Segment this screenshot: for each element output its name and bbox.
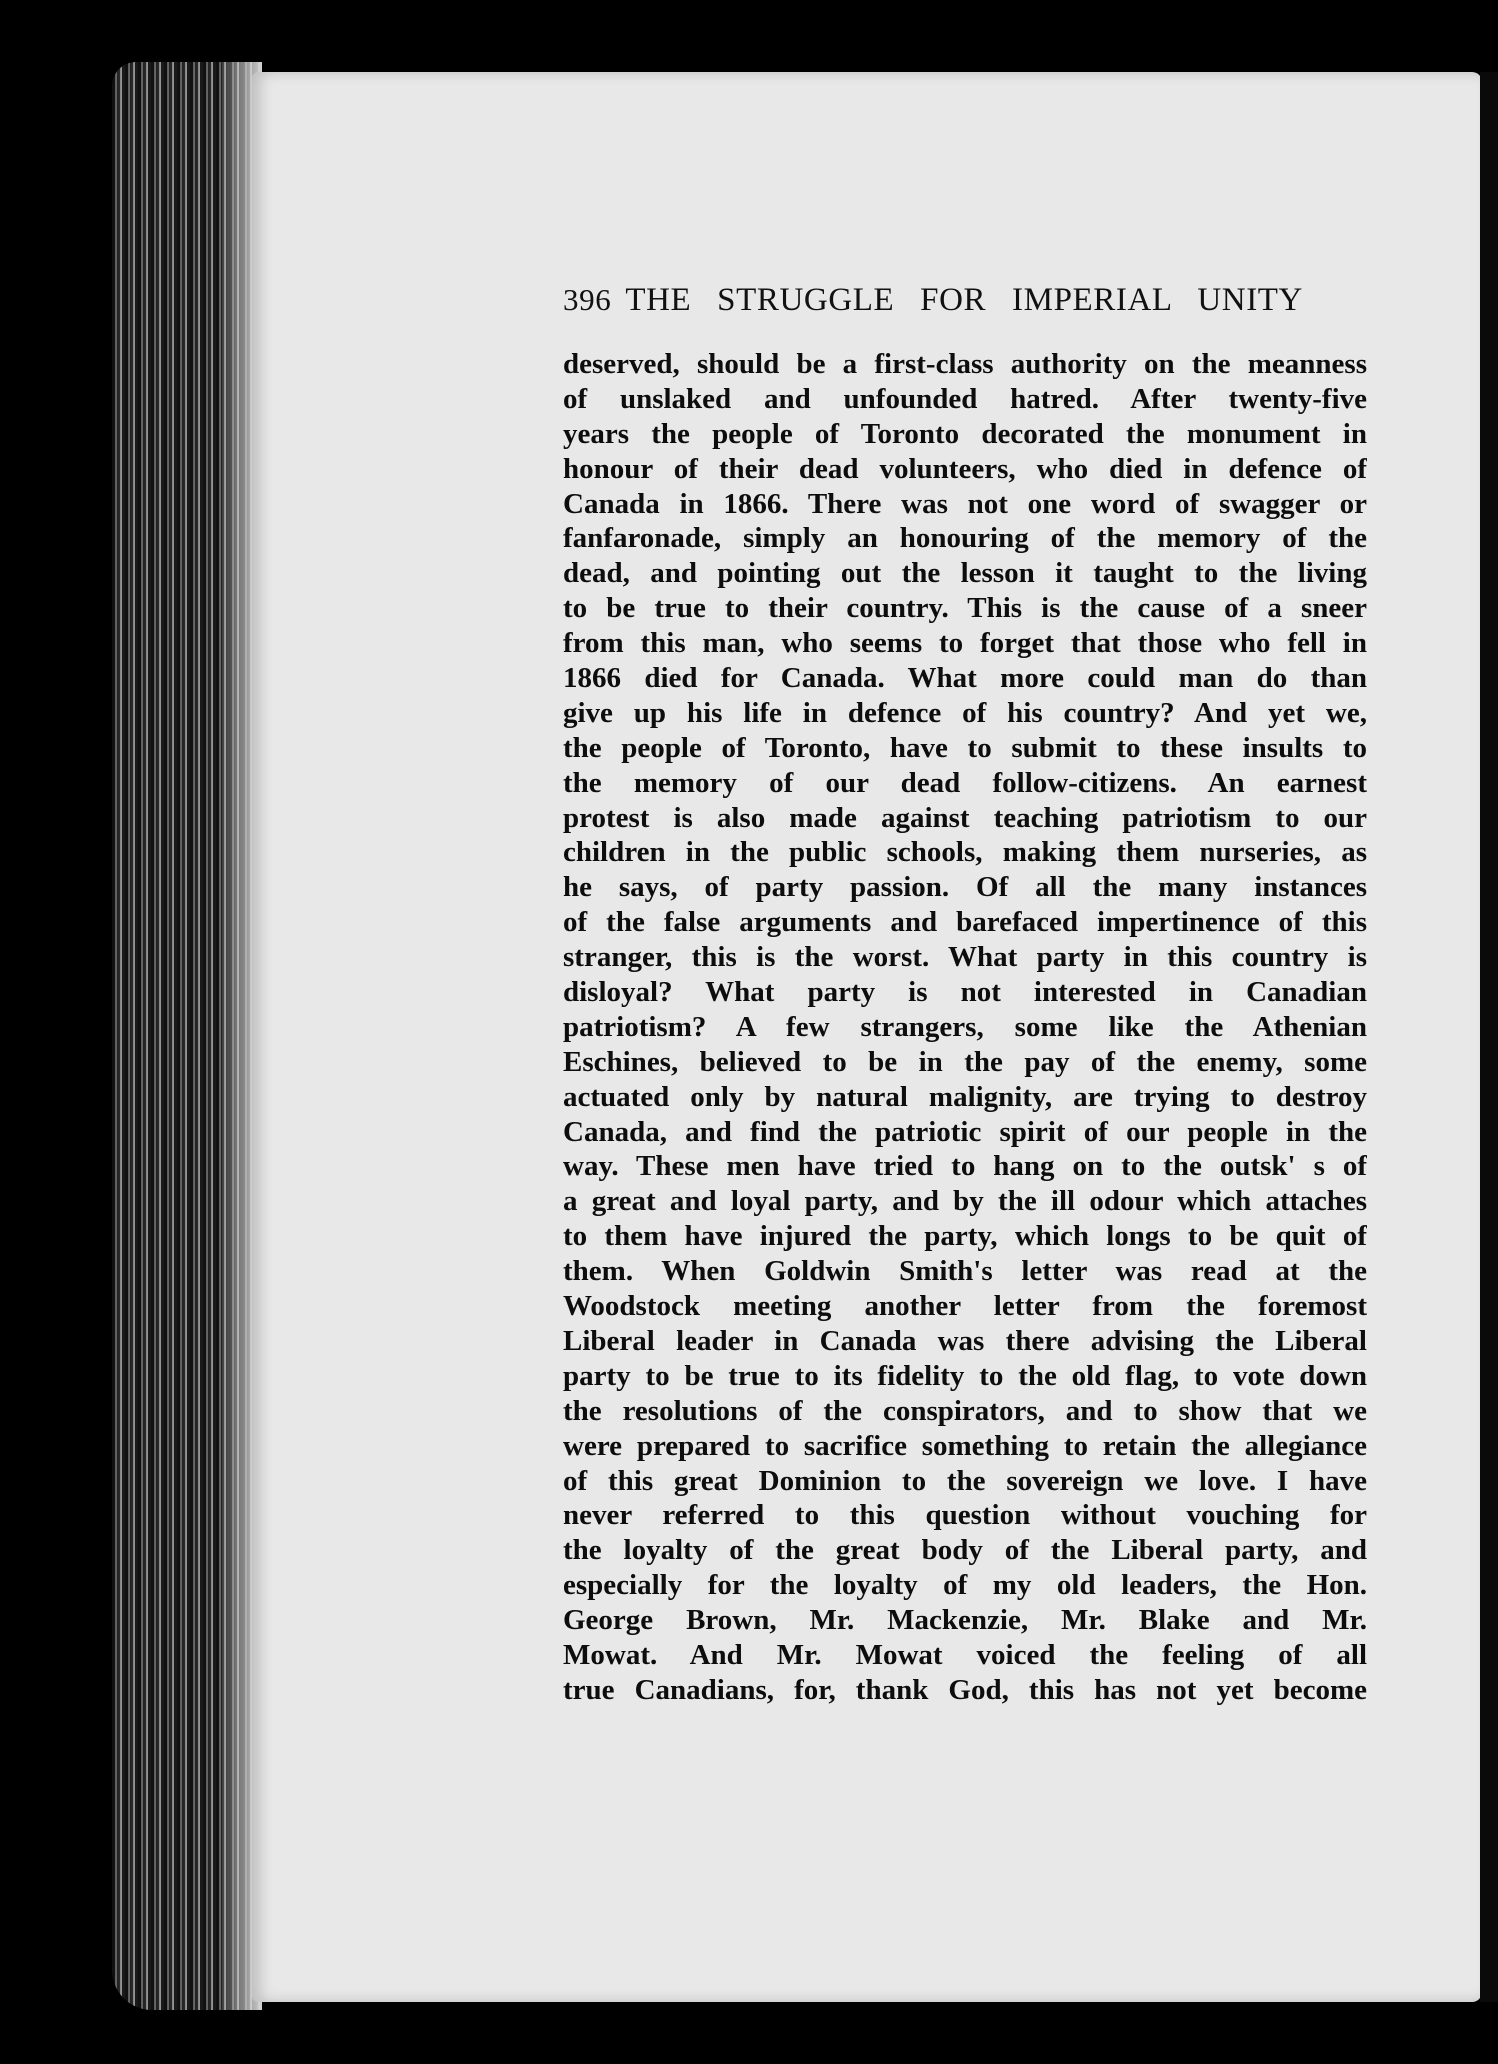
text-line: fanfaronade, simply an honouring of the memory of the [563, 522, 1367, 555]
text-line: true Canadians, for, thank God, this has not yet become [563, 1673, 1367, 1706]
text-line: the people of Toronto, have to submit to these insults to [563, 731, 1367, 764]
text-line: of this great Dominion to the sovereign we love. I have [563, 1464, 1367, 1497]
text-line: disloyal? What party is not interested in Canadian [563, 976, 1367, 1009]
text-line: the loyalty of the great body of the Liberal party, and [563, 1534, 1367, 1567]
text-line: give up his life in defence of his country? And yet we, [563, 696, 1367, 729]
text-line: a great and loyal party, and by the ill odour which attaches [563, 1185, 1367, 1218]
text-line: Mowat. And Mr. Mowat voiced the feeling of all [563, 1638, 1367, 1671]
page-number: 396 [563, 282, 612, 317]
text-line: Eschines, believed to be in the pay of the enemy, some [563, 1045, 1367, 1078]
text-line: George Brown, Mr. Mackenzie, Mr. Blake and Mr. [563, 1604, 1367, 1637]
text-line: honour of their dead volunteers, who died in defence of [563, 452, 1367, 485]
text-line: the memory of our dead follow-citizens. An earnest [563, 766, 1367, 799]
text-line: to them have injured the party, which longs to be quit of [563, 1220, 1367, 1253]
text-line: them. When Goldwin Smith's letter was read at the [563, 1255, 1367, 1288]
text-line: dead, and pointing out the lesson it taught to the living [563, 557, 1367, 590]
text-line: Liberal leader in Canada was there advising the Liberal [563, 1324, 1367, 1357]
text-line: of the false arguments and barefaced impertinence of this [563, 906, 1367, 939]
text-line: he says, of party passion. Of all the many instances [563, 871, 1367, 904]
text-line: patriotism? A few strangers, some like the Athenian [563, 1010, 1367, 1043]
text-line: especially for the loyalty of my old leaders, the Hon. [563, 1569, 1367, 1602]
text-line: deserved, should be a first-class authority on the meanness [563, 348, 1367, 380]
text-line: 1866 died for Canada. What more could man do than [563, 662, 1367, 695]
text-line: protest is also made against teaching patriotism to our [563, 801, 1367, 834]
text-line: years the people of Toronto decorated the monument in [563, 417, 1367, 450]
text-line: children in the public schools, making them nurseries, as [563, 836, 1367, 869]
text-line: way. These men have tried to hang on to the outsk' s of [563, 1150, 1367, 1183]
text-line: the resolutions of the conspirators, and to show that we [563, 1394, 1367, 1427]
text-line: Canada, and find the patriotic spirit of our people in the [563, 1115, 1367, 1148]
text-line: were prepared to sacrifice something to retain the allegiance [563, 1429, 1367, 1462]
book-title: THE STRUGGLE FOR IMPERIAL UNITY [625, 282, 1303, 318]
running-header [563, 282, 1303, 330]
text-line: actuated only by natural malignity, are trying to destroy [563, 1080, 1367, 1113]
body-text [563, 347, 1367, 1708]
book-page-edges [112, 62, 262, 2010]
text-line: of unslaked and unfounded hatred. After twenty-five [563, 382, 1367, 415]
text-line: party to be true to its fidelity to the old flag, to vote down [563, 1359, 1367, 1392]
text-line: stranger, this is the worst. What party in this country is [563, 941, 1367, 974]
text-line: Canada in 1866. There was not one word of swagger or [563, 487, 1367, 520]
text-line: never referred to this question without vouching for [563, 1499, 1367, 1532]
text-line: Woodstock meeting another letter from the foremost [563, 1290, 1367, 1323]
scan-right-border [1480, 72, 1498, 2002]
text-line: to be true to their country. This is the cause of a sneer [563, 592, 1367, 625]
text-line: from this man, who seems to forget that those who fell in [563, 627, 1367, 660]
